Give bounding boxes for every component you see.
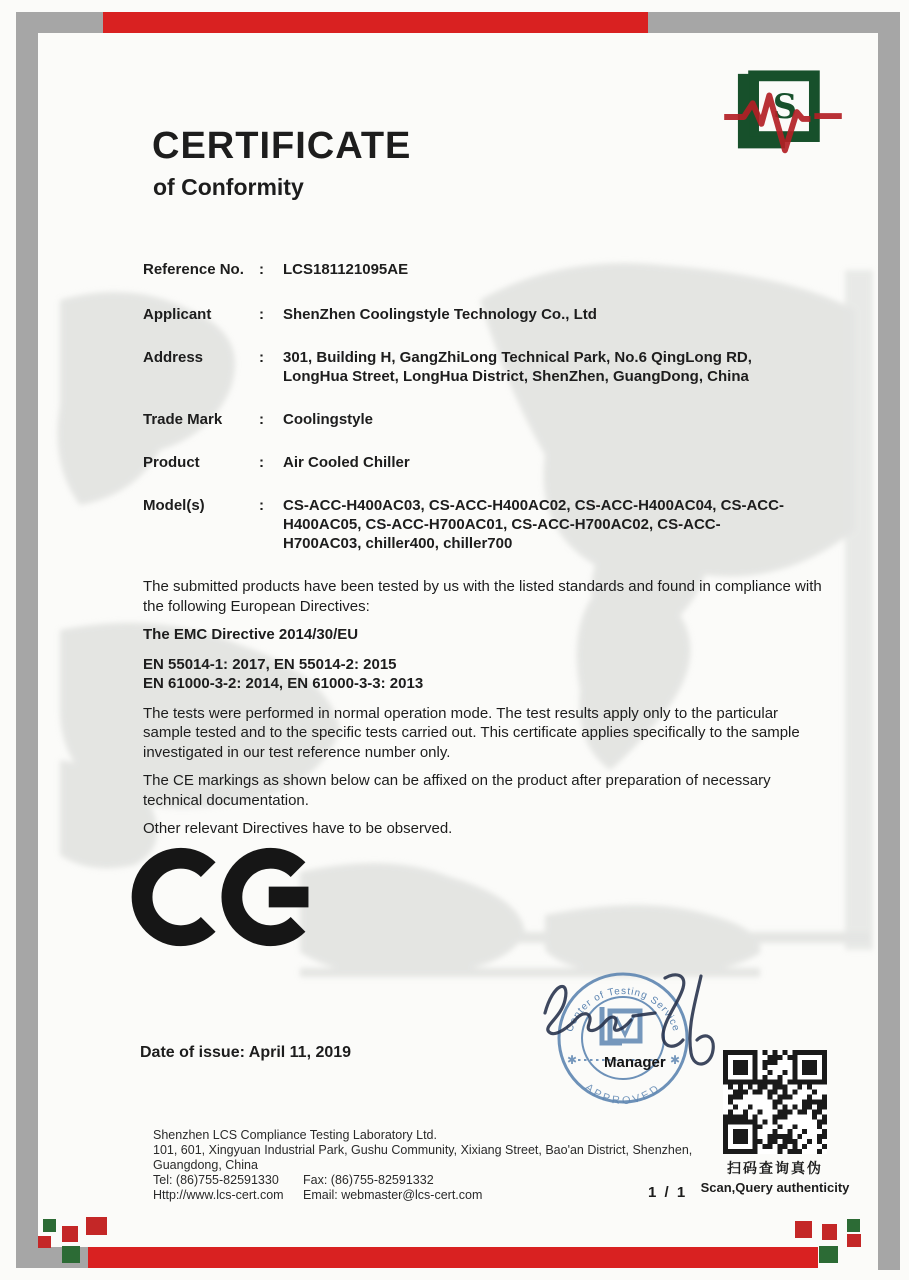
stamp-arc-top-text: Center of Testing Service <box>564 985 682 1034</box>
deco-square <box>847 1219 860 1232</box>
footer-fax: Fax: (86)755-82591332 <box>303 1173 434 1187</box>
date-of-issue: Date of issue: April 11, 2019 <box>140 1044 352 1061</box>
emc-directive-line: The EMC Directive 2014/30/EU <box>143 626 359 643</box>
field-value: Air Cooled Chiller <box>283 454 410 471</box>
deco-square <box>62 1226 78 1242</box>
footer-website: Http://www.lcs-cert.com <box>153 1188 284 1202</box>
field-value: LCS181121095AE <box>283 261 409 278</box>
field-separator: : <box>259 261 264 278</box>
field-product <box>143 453 823 472</box>
other-directives-paragraph: Other relevant Directives have to be observed. <box>143 820 453 837</box>
footer-address-line2: Guangdong, China <box>153 1158 258 1172</box>
field-address <box>143 348 823 386</box>
deco-square <box>43 1219 56 1232</box>
footer-tel: Tel: (86)755-82591330 <box>153 1173 279 1187</box>
deco-square <box>86 1217 107 1235</box>
field-models <box>143 496 823 553</box>
frame-bottom-red-segment <box>88 1247 818 1268</box>
svg-text:✱: ✱ <box>567 1053 578 1067</box>
footer-lab-info <box>153 1128 693 1203</box>
manager-title: Manager <box>604 1054 666 1071</box>
field-value: CS-ACC-H400AC03, CS-ACC-H400AC02, CS-ACC-H400AC04, CS-ACC-H400AC05, CS-ACC-H700AC01, CS-ACC-H700AC02, CS-ACC-H700AC03, chiller400, chiller700 <box>283 497 784 552</box>
ce-marking <box>128 845 314 949</box>
field-label: Product <box>143 454 200 471</box>
qr-code <box>723 1050 827 1154</box>
field-value: Coolingstyle <box>283 411 374 428</box>
qr-block <box>690 1050 860 1195</box>
ce-markings-paragraph: The CE markings as shown below can be affixed on the product after preparation of necessary technical documentation. <box>143 772 771 809</box>
footer-email: Email: webmaster@lcs-cert.com <box>303 1188 483 1202</box>
frame-right <box>878 12 900 1270</box>
svg-text:✱: ✱ <box>670 1053 681 1067</box>
deco-square <box>38 1236 51 1248</box>
field-reference-no <box>143 260 823 279</box>
intro-paragraph: The submitted products have been tested by us with the listed standards and found in compliance with the following European Directives: <box>143 578 822 615</box>
certificate-fields <box>143 260 823 577</box>
footer-company: Shenzhen LCS Compliance Testing Laboratory Ltd. <box>153 1128 437 1142</box>
deco-square <box>847 1234 861 1247</box>
certificate-body <box>143 577 828 848</box>
qr-caption-en: Scan,Query authenticity <box>700 1180 850 1195</box>
deco-square <box>62 1246 80 1263</box>
field-value: ShenZhen Coolingstyle Technology Co., Ltd <box>283 306 597 323</box>
page-subtitle: of Conformity <box>153 174 304 200</box>
svg-text:APPROVED <box>582 1081 663 1107</box>
qr-caption-zh: 扫码查询真伪 <box>727 1160 823 1176</box>
field-label: Trade Mark <box>143 411 223 428</box>
field-label: Applicant <box>143 306 212 323</box>
tests-paragraph: The tests were performed in normal operation mode. The test results apply only to the particular sample tested and to the specific tests carried out. This certificate applies specifically to the sample investigated in our test reference number only. <box>143 704 800 761</box>
standards-line-1: EN 55014-1: 2017, EN 55014-2: 2015 <box>143 655 397 673</box>
field-applicant <box>143 305 823 324</box>
stamp-arc-bottom-text: APPROVED <box>582 1081 664 1108</box>
deco-square <box>819 1246 838 1263</box>
page-number: 1 / 1 <box>648 1184 688 1201</box>
frame-top-red-segment <box>103 12 648 33</box>
frame-left <box>16 12 38 1268</box>
standards-line-2: EN 61000-3-2: 2014, EN 61000-3-3: 2013 <box>143 675 424 692</box>
field-separator: : <box>259 411 264 428</box>
deco-square <box>795 1221 812 1238</box>
field-value: 301, Building H, GangZhiLong Technical Park, No.6 QingLong RD, LongHua Street, LongHua District, ShenZhen, GuangDong, China <box>283 349 752 385</box>
field-separator: : <box>259 306 264 323</box>
deco-square <box>822 1224 837 1240</box>
field-label: Model(s) <box>143 497 205 514</box>
field-separator: : <box>259 454 264 471</box>
field-separator: : <box>259 349 264 366</box>
field-separator: : <box>259 497 264 514</box>
logo-letter: S <box>772 86 797 126</box>
footer-address-line1: 101, 601, Xingyuan Industrial Park, Gushu Community, Xixiang Street, Bao'an District, Shenzhen, <box>153 1143 693 1157</box>
field-label: Reference No. <box>143 261 244 278</box>
page-title: CERTIFICATE <box>152 125 412 167</box>
field-trade-mark <box>143 410 823 429</box>
field-label: Address <box>143 349 204 366</box>
lcs-logo <box>724 68 842 166</box>
